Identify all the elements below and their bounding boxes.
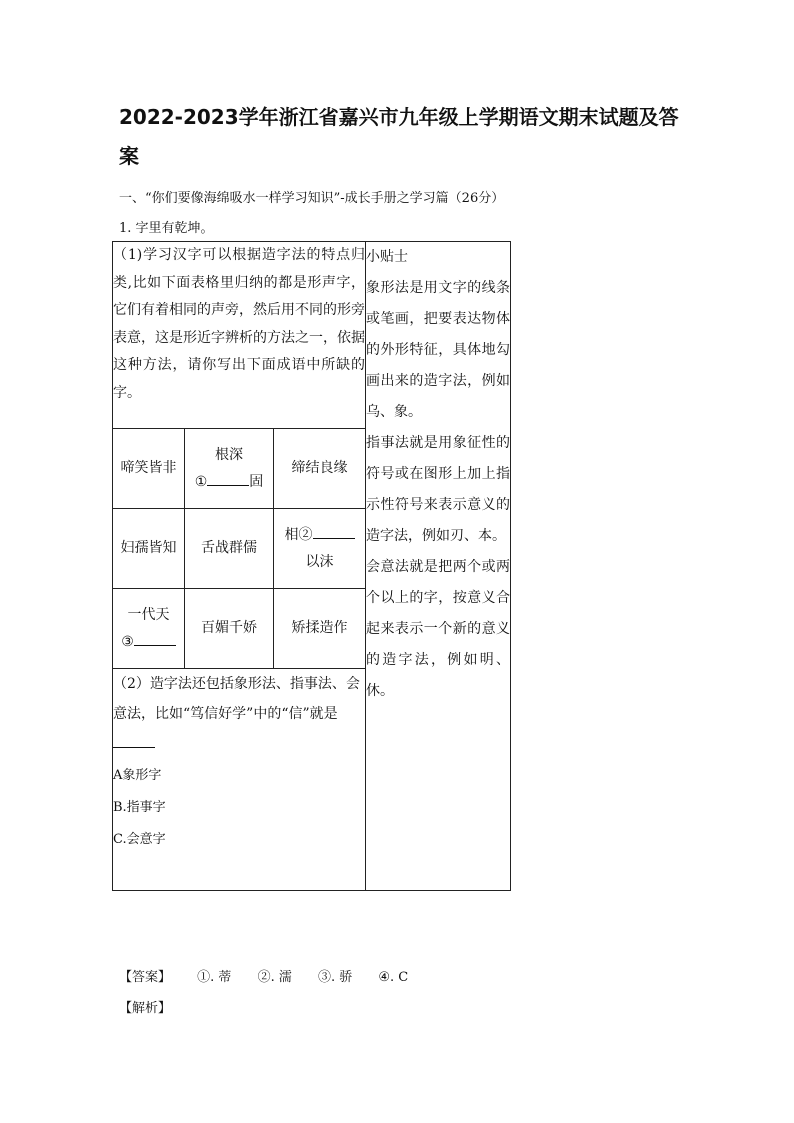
answer-line (119, 966, 430, 985)
option-a: A象形字 (113, 768, 162, 783)
page-title: 2022-2023学年浙江省嘉兴市九年级上学期语文期末试题及答案 (119, 105, 679, 168)
idiom-cell-blank-1: 根深 ① 固 (185, 429, 274, 509)
idiom-cell: 缔结良缘 (274, 429, 366, 509)
question-table (112, 241, 511, 891)
question-1: 1. 字里有乾坤。 (119, 221, 214, 236)
idiom-cell: 啼笑皆非 (113, 429, 185, 509)
idiom-cell: 矫揉造作 (274, 589, 366, 669)
question-2-stem: （2）造字法还包括象形法、指事法、会意法，比如“笃信好学”中的“信”就是 (113, 676, 360, 722)
tips-associative: 会意法就是把两个或两个以上的字，按意义合起来表示一个新的意义的造字法，例如明、休。 (366, 559, 511, 699)
answer-1: ①. 蒂 (197, 970, 232, 985)
idiom-cell-blank-3: 一代天 ③ (113, 589, 185, 669)
tips-pictographic: 象形法是用文字的线条或笔画，把要表达物体的外形特征，具体地勾画出来的造字法，例如乌、象。 (366, 280, 511, 420)
idiom-cell: 百媚千娇 (185, 589, 274, 669)
question-2-cell (113, 669, 366, 891)
tips-cell (366, 242, 511, 891)
blank-2[interactable] (313, 524, 355, 539)
option-c: C.会意字 (113, 832, 166, 847)
tips-heading: 小贴士 (366, 249, 409, 265)
answer-2: ②. 濡 (257, 970, 292, 985)
answer-3: ③. 骄 (317, 970, 353, 985)
instruction-cell: （1)学习汉字可以根据造字法的特点归类,比如下面表格里归纳的都是形声字，它们有着相同的声旁，然后用不同的形旁表意，这是形近字辨析的方法之一，依据这种方法，请你写出下面成语中所缺的字。 (113, 242, 366, 429)
option-b: B.指事字 (113, 800, 166, 815)
section-heading: 一、“你们要像海绵吸水一样学习知识”-成长手册之学习篇（26分） (119, 191, 505, 206)
idiom-cell-blank-2: 相② 以沫 (274, 509, 366, 589)
answer-label: 【答案】 (119, 970, 172, 985)
idiom-cell: 舌战群儒 (185, 509, 274, 589)
answer-4: ④. C (378, 970, 409, 985)
blank-3[interactable] (134, 631, 176, 646)
blank-4[interactable] (113, 733, 155, 748)
idiom-cell: 妇孺皆知 (113, 509, 185, 589)
analysis-label: 【解析】 (119, 1001, 172, 1016)
blank-1[interactable] (207, 471, 249, 486)
tips-indicative: 指事法就是用象征性的符号或在图形上加上指示性符号来表示意义的造字法，例如刃、本。 (366, 435, 511, 544)
